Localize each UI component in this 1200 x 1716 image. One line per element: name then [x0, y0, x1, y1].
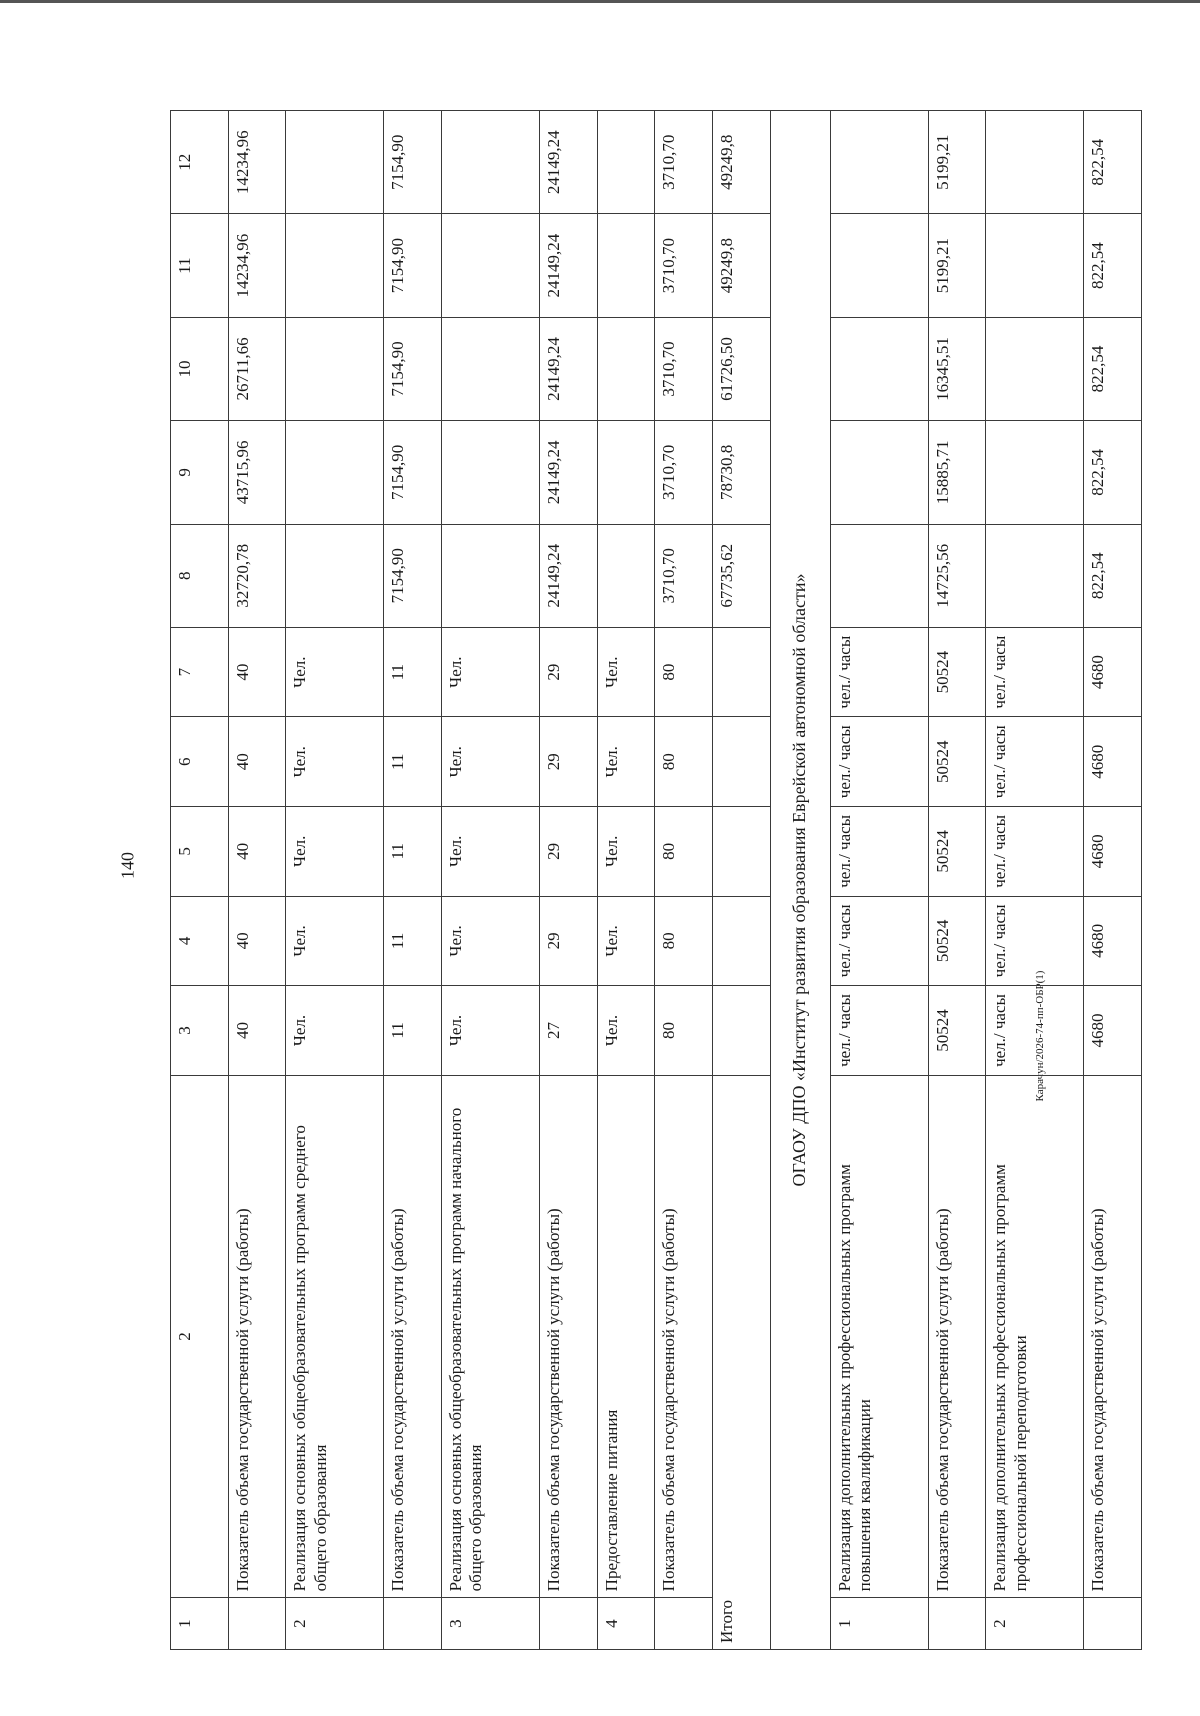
total-value-cell: 61726,50	[713, 317, 771, 420]
table-row	[539, 111, 597, 1650]
table-row	[655, 111, 713, 1650]
value-cell: Чел.	[286, 807, 384, 897]
value-cell: 40	[228, 896, 286, 986]
value-cell: 7154,90	[384, 524, 442, 627]
header-cell: 1	[171, 1598, 229, 1650]
header-cell: 9	[171, 421, 229, 524]
value-cell: 80	[655, 807, 713, 897]
value-cell: 32720,78	[228, 524, 286, 627]
value-cell: 80	[655, 986, 713, 1076]
value-cell: Чел.	[442, 807, 540, 897]
value-cell: 15885,71	[928, 421, 986, 524]
value-cell	[442, 524, 540, 627]
total-value-cell: 78730,8	[713, 421, 771, 524]
table-header-row	[171, 111, 229, 1650]
value-cell: 4680	[1084, 986, 1142, 1076]
value-cell	[442, 214, 540, 317]
total-value-cell: 67735,62	[713, 524, 771, 627]
value-cell: Чел.	[442, 896, 540, 986]
value-cell: 3710,70	[655, 421, 713, 524]
table-row	[228, 111, 286, 1650]
total-value-cell: 49249,8	[713, 111, 771, 214]
value-cell	[830, 317, 928, 420]
value-cell: чел./ часы	[830, 627, 928, 717]
row-name-cell: Показатель объема государственной услуги (работы)	[384, 1075, 442, 1598]
value-cell: 26711,66	[228, 317, 286, 420]
value-cell: 27	[539, 986, 597, 1076]
value-cell	[286, 214, 384, 317]
value-cell	[442, 317, 540, 420]
row-number-cell: 2	[286, 1598, 384, 1650]
value-cell: чел./ часы	[830, 986, 928, 1076]
row-number-cell	[928, 1598, 986, 1650]
value-cell: 822,54	[1084, 214, 1142, 317]
value-cell: 11	[384, 896, 442, 986]
value-cell: 4680	[1084, 807, 1142, 897]
scan-edge	[0, 0, 1200, 3]
header-cell: 7	[171, 627, 229, 717]
value-cell: 4680	[1084, 627, 1142, 717]
row-number-cell	[384, 1598, 442, 1650]
value-cell: 29	[539, 807, 597, 897]
total-value-cell: 49249,8	[713, 214, 771, 317]
value-cell: 5199,21	[928, 214, 986, 317]
value-cell: 822,54	[1084, 111, 1142, 214]
value-cell: 24149,24	[539, 317, 597, 420]
value-cell: 5199,21	[928, 111, 986, 214]
value-cell: 24149,24	[539, 421, 597, 524]
value-cell: Чел.	[442, 627, 540, 717]
row-name-cell: Показатель объема государственной услуги (работы)	[539, 1075, 597, 1598]
value-cell: 24149,24	[539, 524, 597, 627]
value-cell: 822,54	[1084, 317, 1142, 420]
row-name-cell: Показатель объема государственной услуги (работы)	[228, 1075, 286, 1598]
table-row	[597, 111, 655, 1650]
value-cell: Чел.	[286, 627, 384, 717]
value-cell: чел./ часы	[986, 896, 1084, 986]
value-cell: 80	[655, 896, 713, 986]
table-row	[286, 111, 384, 1650]
table-row	[830, 111, 928, 1650]
value-cell	[986, 421, 1084, 524]
value-cell	[713, 627, 771, 717]
value-cell: чел./ часы	[986, 627, 1084, 717]
value-cell: 29	[539, 717, 597, 807]
value-cell	[986, 111, 1084, 214]
table-body	[171, 111, 1142, 1650]
value-cell	[597, 524, 655, 627]
value-cell: 40	[228, 717, 286, 807]
row-number-cell	[228, 1598, 286, 1650]
row-name-cell: Показатель объема государственной услуги (работы)	[1084, 1075, 1142, 1598]
table-row	[442, 111, 540, 1650]
value-cell	[597, 317, 655, 420]
row-name-cell: Предоставление питания	[597, 1075, 655, 1598]
value-cell	[286, 111, 384, 214]
value-cell: 11	[384, 627, 442, 717]
value-cell	[986, 317, 1084, 420]
row-number-cell: 3	[442, 1598, 540, 1650]
table-row	[384, 111, 442, 1650]
total-row	[713, 111, 771, 1650]
value-cell	[830, 421, 928, 524]
value-cell	[830, 111, 928, 214]
value-cell: Чел.	[597, 717, 655, 807]
value-cell	[286, 317, 384, 420]
row-number-cell: 1	[830, 1598, 928, 1650]
value-cell	[986, 524, 1084, 627]
row-name-cell: Реализация дополнительных профессиональных программ профессиональной переподготовки	[986, 1075, 1084, 1598]
value-cell	[713, 807, 771, 897]
value-cell: 16345,51	[928, 317, 986, 420]
value-cell: чел./ часы	[830, 807, 928, 897]
footer-document-code: Карачун/2026-74-пп-ОБР(1)	[1034, 970, 1046, 1102]
value-cell	[286, 421, 384, 524]
value-cell: 3710,70	[655, 214, 713, 317]
value-cell: 14234,96	[228, 111, 286, 214]
value-cell: 11	[384, 807, 442, 897]
value-cell: чел./ часы	[986, 807, 1084, 897]
value-cell	[713, 717, 771, 807]
value-cell	[713, 896, 771, 986]
value-cell: 50524	[928, 896, 986, 986]
value-cell: 7154,90	[384, 421, 442, 524]
value-cell: чел./ часы	[986, 986, 1084, 1076]
value-cell	[713, 986, 771, 1076]
value-cell	[597, 214, 655, 317]
value-cell: 43715,96	[228, 421, 286, 524]
value-cell: Чел.	[597, 896, 655, 986]
row-number-cell	[539, 1598, 597, 1650]
value-cell: чел./ часы	[986, 717, 1084, 807]
value-cell: 50524	[928, 986, 986, 1076]
value-cell: 7154,90	[384, 317, 442, 420]
value-cell: 80	[655, 627, 713, 717]
row-number-cell	[1084, 1598, 1142, 1650]
value-cell: 24149,24	[539, 214, 597, 317]
value-cell	[442, 111, 540, 214]
value-cell: 3710,70	[655, 524, 713, 627]
header-cell: 4	[171, 896, 229, 986]
header-cell: 11	[171, 214, 229, 317]
value-cell: Чел.	[597, 627, 655, 717]
row-number-cell: 2	[986, 1598, 1084, 1650]
value-cell	[830, 524, 928, 627]
value-cell: 29	[539, 896, 597, 986]
value-cell	[597, 421, 655, 524]
header-cell: 10	[171, 317, 229, 420]
header-cell: 6	[171, 717, 229, 807]
value-cell: Чел.	[442, 717, 540, 807]
value-cell: Чел.	[286, 717, 384, 807]
value-cell: 50524	[928, 717, 986, 807]
value-cell: Чел.	[442, 986, 540, 1076]
value-cell	[830, 214, 928, 317]
value-cell: 80	[655, 717, 713, 807]
section-title-row	[770, 111, 830, 1650]
value-cell: 4680	[1084, 896, 1142, 986]
value-cell: 7154,90	[384, 214, 442, 317]
table-row	[986, 111, 1084, 1650]
value-cell: 40	[228, 807, 286, 897]
value-cell: Чел.	[597, 807, 655, 897]
value-cell: Чел.	[286, 896, 384, 986]
header-cell: 8	[171, 524, 229, 627]
value-cell: чел./ часы	[830, 717, 928, 807]
value-cell: 822,54	[1084, 421, 1142, 524]
header-cell: 12	[171, 111, 229, 214]
header-cell: 5	[171, 807, 229, 897]
value-cell: 11	[384, 986, 442, 1076]
row-name-cell: Показатель объема государственной услуги (работы)	[928, 1075, 986, 1598]
total-label-cell: Итого	[713, 1075, 771, 1649]
value-cell	[597, 111, 655, 214]
row-number-cell: 4	[597, 1598, 655, 1650]
value-cell	[986, 214, 1084, 317]
value-cell: 24149,24	[539, 111, 597, 214]
value-cell: 29	[539, 627, 597, 717]
value-cell: чел./ часы	[830, 896, 928, 986]
row-name-cell: Реализация дополнительных профессиональных программ повышения квалификации	[830, 1075, 928, 1598]
header-cell: 3	[171, 986, 229, 1076]
value-cell: 40	[228, 627, 286, 717]
rotated-table-container	[170, 110, 1142, 1650]
budget-table	[170, 110, 1142, 1650]
value-cell: 7154,90	[384, 111, 442, 214]
row-name-cell: Реализация основных общеобразовательных программ начального общего образования	[442, 1075, 540, 1598]
value-cell: 4680	[1084, 717, 1142, 807]
table-row	[928, 111, 986, 1650]
row-name-cell: Реализация основных общеобразовательных программ среднего общего образования	[286, 1075, 384, 1598]
row-number-cell	[655, 1598, 713, 1650]
section-title: ОГАОУ ДПО «Институт развития образования Еврейской автономной области»	[770, 111, 830, 1650]
value-cell: 50524	[928, 627, 986, 717]
value-cell: Чел.	[286, 986, 384, 1076]
value-cell: 822,54	[1084, 524, 1142, 627]
value-cell: 3710,70	[655, 317, 713, 420]
table-row	[1084, 111, 1142, 1650]
value-cell: 40	[228, 986, 286, 1076]
page-number: 140	[117, 852, 138, 879]
row-name-cell: Показатель объема государственной услуги (работы)	[655, 1075, 713, 1598]
value-cell	[286, 524, 384, 627]
value-cell: 50524	[928, 807, 986, 897]
value-cell: Чел.	[597, 986, 655, 1076]
value-cell: 14234,96	[228, 214, 286, 317]
value-cell: 11	[384, 717, 442, 807]
value-cell: 14725,56	[928, 524, 986, 627]
value-cell: 3710,70	[655, 111, 713, 214]
value-cell	[442, 421, 540, 524]
header-cell: 2	[171, 1075, 229, 1598]
